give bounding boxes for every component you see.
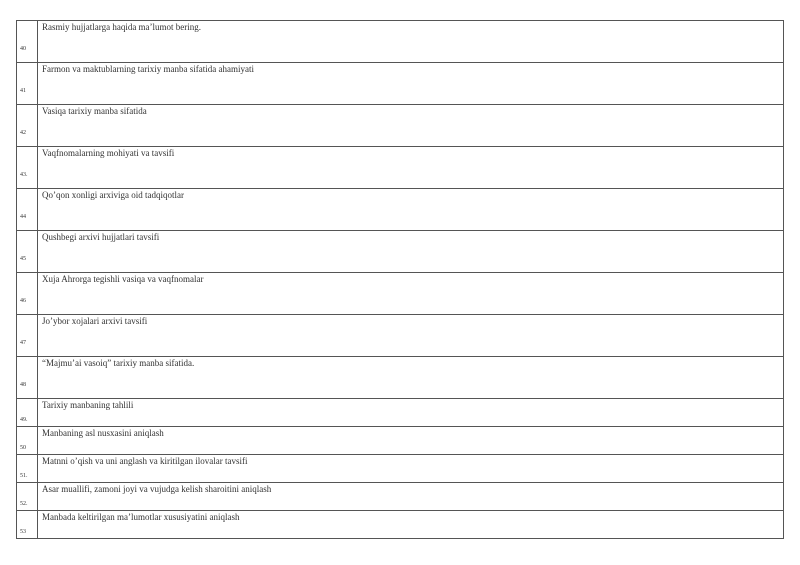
row-text: Farmon va maktublarning tarixiy manba sifatida ahamiyati — [38, 63, 784, 105]
row-number: 46 — [17, 273, 38, 315]
row-text: Qushbegi arxivi hujjatlari tavsifi — [38, 231, 784, 273]
row-number: 53 — [17, 511, 38, 539]
row-text: Jo’ybor xojalari arxivi tavsifi — [38, 315, 784, 357]
row-number: 45 — [17, 231, 38, 273]
row-number: 48 — [17, 357, 38, 399]
table-row — [17, 147, 784, 189]
table-row — [17, 231, 784, 273]
row-number: 40 — [17, 21, 38, 63]
row-number: 43. — [17, 147, 38, 189]
table-row — [17, 63, 784, 105]
row-text: Matnni o’qish va uni anglash va kiritilgan ilovalar tavsifi — [38, 455, 784, 483]
row-text: Asar muallifi, zamoni joyi va vujudga kelish sharoitini aniqlash — [38, 483, 784, 511]
table-row — [17, 189, 784, 231]
table-row — [17, 427, 784, 455]
row-number: 49. — [17, 399, 38, 427]
row-number: 51. — [17, 455, 38, 483]
row-text: Qo’qon xonligi arxiviga oid tadqiqotlar — [38, 189, 784, 231]
row-number: 50 — [17, 427, 38, 455]
table-row — [17, 511, 784, 539]
row-text: Tarixiy manbaning tahlili — [38, 399, 784, 427]
row-text: Xuja Ahrorga tegishli vasiqa va vaqfnomalar — [38, 273, 784, 315]
row-text: “Majmu’ai vasoiq” tarixiy manba sifatida. — [38, 357, 784, 399]
row-text: Vaqfnomalarning mohiyati va tavsifi — [38, 147, 784, 189]
row-number: 41 — [17, 63, 38, 105]
question-table-container — [16, 20, 784, 539]
row-number: 47 — [17, 315, 38, 357]
table-row — [17, 483, 784, 511]
table-row — [17, 273, 784, 315]
table-row — [17, 105, 784, 147]
question-table — [16, 20, 784, 539]
row-text: Manbada keltirilgan ma’lumotlar xususiyatini aniqlash — [38, 511, 784, 539]
row-text: Rasmiy hujjatlarga haqida ma’lumot bering. — [38, 21, 784, 63]
row-number: 52. — [17, 483, 38, 511]
table-row — [17, 21, 784, 63]
table-row — [17, 357, 784, 399]
row-number: 42 — [17, 105, 38, 147]
table-row — [17, 315, 784, 357]
table-row — [17, 399, 784, 427]
row-text: Manbaning asl nusxasini aniqlash — [38, 427, 784, 455]
row-text: Vasiqa tarixiy manba sifatida — [38, 105, 784, 147]
row-number: 44 — [17, 189, 38, 231]
table-row — [17, 455, 784, 483]
